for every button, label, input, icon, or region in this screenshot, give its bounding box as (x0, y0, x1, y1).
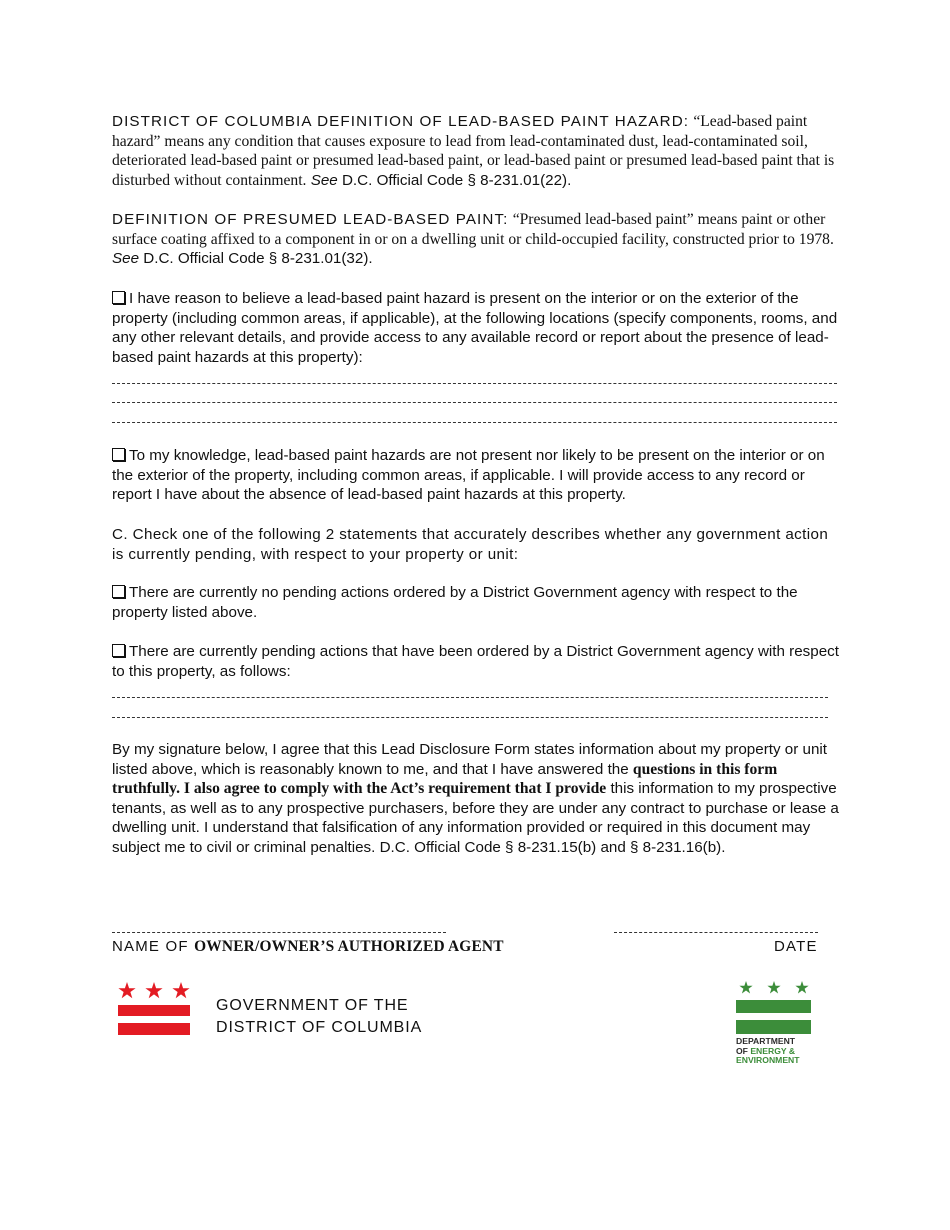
doee-star-1 (739, 981, 752, 994)
owner-signature-label (112, 938, 504, 956)
doee-star-3 (795, 981, 808, 994)
presumed-cite: D.C. Official Code § 8-231.01(32). (143, 250, 373, 268)
presumed-text: “Presumed lead-based paint” means paint or other surface coating affixed to a component in or on a dwelling unit or child-occupied facility, constructed prior to 1978. (112, 211, 834, 248)
hazard-locations-line-3[interactable] (112, 422, 837, 423)
owner-label-bold: OWNER/OWNER’S AUTHORIZED AGENT (194, 938, 504, 955)
doee-star-2 (767, 981, 780, 994)
dc-bar-top (118, 1005, 190, 1016)
hazard-present-text: I have reason to believe a lead-based paint hazard is present on the interior or on the exterior of the property (including common areas, if applicable), at the following locations (specify components, rooms, and any other relevant details, and provide access to any available record or report about the presence of lead-based paint hazards at this property): (112, 290, 838, 366)
section-c-instruction: C. Check one of the following 2 statements that accurately describes whether any government action is currently pending, with respect to your property or unit: (112, 526, 829, 563)
gov-line-1: GOVERNMENT OF THE (216, 997, 409, 1014)
hazard-heading: DISTRICT OF COLUMBIA DEFINITION OF LEAD-BASED PAINT HAZARD: (112, 113, 690, 130)
doee-line-3: ENVIRONMENT (736, 1055, 800, 1066)
pending-actions-line-2[interactable] (112, 717, 828, 718)
hazard-cite: D.C. Official Code § 8-231.01(22). (341, 171, 572, 189)
hazard-absent-text: To my knowledge, lead-based paint hazards are not present nor likely to be present on the interior or on the exterior of the property, including common areas, if applicable. I will provide access to any record or report I have about the absence of lead-based paint hazards at this property. (112, 447, 825, 504)
no-pending-text: There are currently no pending actions ordered by a District Government agency with respect to the property listed above. (112, 584, 798, 621)
hazard-absent-checkbox[interactable] (112, 448, 125, 461)
doee-line-1: DEPARTMENT (736, 1036, 796, 1046)
hazard-absent-option (112, 446, 842, 505)
certification-statement (112, 740, 842, 858)
presumed-heading: DEFINITION OF PRESUMED LEAD-BASED PAINT: (112, 211, 509, 228)
pending-checkbox[interactable] (112, 644, 125, 657)
presumed-definition (112, 210, 842, 269)
owner-signature-line[interactable] (112, 932, 446, 933)
hazard-present-option (112, 289, 842, 367)
date-label: DATE (774, 938, 818, 955)
dc-bar-bottom (118, 1023, 190, 1035)
hazard-present-checkbox[interactable] (112, 291, 125, 304)
doee-bar-top (736, 1000, 811, 1013)
hazard-locations-line-1[interactable] (112, 383, 837, 384)
no-pending-option (112, 583, 842, 622)
dc-flag-logo (118, 982, 190, 1038)
hazard-see: See (310, 171, 338, 189)
presumed-see: See (112, 250, 140, 268)
dc-star-1 (118, 982, 135, 998)
owner-label-prefix: NAME OF (112, 938, 189, 955)
pending-actions-line-1[interactable] (112, 697, 828, 698)
dc-star-3 (172, 982, 189, 998)
no-pending-checkbox[interactable] (112, 585, 125, 598)
dc-star-2 (145, 982, 162, 998)
hazard-text: “Lead-based paint hazard” means any condition that causes exposure to lead from lead-contaminated dust, lead-contaminated soil, deteriorated lead-based paint or presumed lead-based paint, or lead-based paint or presumed lead-based paint that is disturbed without containment. (112, 113, 835, 189)
hazard-definition (112, 112, 842, 190)
certification-part-2: questions in this form truthfully. I also agree to comply with the Act’s requirement that I provide (112, 760, 778, 798)
government-name (216, 995, 422, 1039)
doee-bar-bottom (736, 1020, 811, 1034)
gov-line-2: DISTRICT OF COLUMBIA (216, 1019, 423, 1036)
doee-name (736, 1037, 800, 1066)
pending-text: There are currently pending actions that have been ordered by a District Government agency with respect to this property, as follows: (112, 643, 839, 680)
hazard-locations-line-2[interactable] (112, 402, 837, 403)
doee-line-2: ENERGY & (750, 1045, 796, 1056)
certification-part-3: this information to my prospective tenants, as well as to any prospective purchasers, before they are under any contract to purchase or lease a dwelling unit. I understand that falsification of any information provided or required in this document may subject me to civil or criminal penalties. D.C. Official Code § 8-231.15(b) and § 8-231.16(b). (112, 780, 839, 856)
doee-of: OF (736, 1045, 748, 1056)
date-signature-line[interactable] (614, 932, 818, 933)
certification-part-1: By my signature below, I agree that this Lead Disclosure Form states information about my property or unit listed above, which is reasonably known to me, and that I have answered the (112, 741, 827, 778)
pending-option (112, 642, 842, 681)
